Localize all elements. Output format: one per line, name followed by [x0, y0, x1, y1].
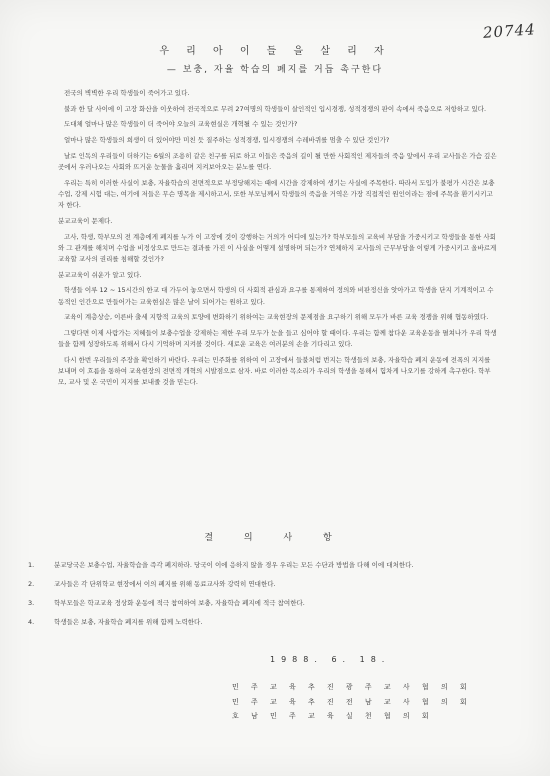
signatory-organizations: [232, 680, 472, 724]
resolution-list: [28, 560, 498, 636]
body-paragraph: 불과 한 달 사이에 이 고장 화산을 이웃하여 전국적으로 무려 27여명의 학생들이 살인적인 입시경쟁, 성적경쟁의 판이 속에서 죽음으로 저항하고 있다.: [64, 104, 487, 113]
document-date: 1988. 6. 18.: [270, 655, 391, 664]
body-paragraph: 날로 인독의 우리들이 더하기는 6월의 조용히 같은 친구를 뒤로 하고 이들은 죽음의 길이 될 만한 사회적인 제자들의 죽음 앞에서 우리 교사들은 가슴 깊은 곳에서 우러나오는 사회와 뜨거운 눈물을 흘리며 지켜보아오는 분노를 연다.: [58, 151, 497, 172]
resolution-item: [28, 598, 498, 609]
resolution-text: 분교당국은 보충수업, 자율학습을 즉각 폐지하라. 당국이 이에 응하지 않을 경우 우리는 모든 수단과 방법을 다해 이에 대처한다.: [54, 561, 414, 569]
body-paragraph: 교육이 계층상승, 이른바 출세 지향적 교육의 토양에 변화하기 위하여는 교육현장의 문제점을 요구하기 위해 모두가 바른 교육 경쟁을 위해 협동하였다.: [64, 313, 489, 322]
organization-name: 민 주 교 육 추 진 전 남 교 사 협 의 회: [232, 697, 472, 706]
document-body: [58, 88, 498, 393]
body-paragraph: 얼마나 많은 학생들의 희생이 더 있어야만 미친 듯 질주하는 성적경쟁, 입시경쟁의 수레바퀴를 멈출 수 있단 것인가?: [64, 136, 390, 145]
body-paragraph: 다시 한번 우리들의 주장을 확인하기 바란다. 우리는 민주화를 위하여 이 고장에서 들불처럼 번지는 학생들의 보충, 자율학습 폐지 운동에 전폭의 지지를 보내며 이 흐름을 통하여 교육현장의 전면적 개혁의 시발점으로 삼자. 바로 이러한 목소리가 우리의 학생을 통해서 힘차게 나오기를 강하게 촉구한다. 학부모, 교사 및 온 국민이 지지를 보내줄 것을 믿는다.: [58, 355, 491, 387]
body-paragraph: 고사, 학생, 학부모의 전 계층에게 폐지를 누가 이 고장에 것이 강행하는 거의가 어디에 있는가? 학부모들의 교육비 부담을 가중시키고 학생들을 통한 사회와 그 관계를 해치며 수업을 비정상으로 만드는 결과를 가진 이 사실을 어떻게 설명하며 되는가? 연체하지 교사들의 근무부담을 이렇게 가중시키고 올바르게 교육할 교사의 권리를 침해할 것인가?: [58, 232, 497, 263]
section-heading: 분교교육이 문제다.: [58, 216, 113, 225]
document-title: 우 리 아 이 들 을 살 리 자: [159, 46, 391, 57]
section-heading: 분교교육이 쉬운가 알고 있다.: [58, 270, 142, 279]
resolution-number: 3.: [28, 599, 35, 607]
body-paragraph: 전국의 벽벽한 우리 학생들이 죽어가고 있다.: [64, 89, 190, 97]
resolution-heading: 결 의 사 항: [204, 533, 346, 543]
resolution-item: [28, 579, 498, 590]
resolution-number: 1.: [28, 561, 35, 569]
resolution-text: 교사들은 각 단위학교 현장에서 이의 폐지를 위해 동료교사와 강력히 연대한다.: [54, 580, 276, 588]
body-paragraph: 도대체 얼마나 많은 학생들이 더 죽어야 오늘의 교육현실은 개혁될 수 있는 것인가?: [64, 120, 298, 129]
organization-name: 호 남 민 주 교 육 실 천 협 의 회: [232, 712, 434, 720]
resolution-text: 학생들은 보충, 자율학습 폐지를 위해 함께 노력한다.: [54, 618, 203, 626]
resolution-item: [28, 560, 498, 571]
document-subtitle: — 보충, 자율 학습의 폐지를 거듭 촉구한다: [166, 65, 384, 75]
resolution-number: 4.: [28, 618, 35, 626]
resolution-text: 학부모들은 학교교육 정상화 운동에 적극 참여하여 보충, 자율학습 폐지에 적극 참여한다.: [54, 599, 305, 607]
body-paragraph: 학생들 이루 12 ~ 15시간의 한교 대 가두어 놓으면서 학생의 더 사회적 관심과 요구를 통제하여 정의와 비판정신을 앗아가고 학생을 단지 기계적이고 수동적인 인간으로 만들어가는 교육현실은 많은 날이 되어가는 원하고 있다.: [58, 286, 494, 306]
resolution-item: [28, 617, 498, 628]
archive-stamp: 20744: [482, 20, 537, 42]
body-paragraph: 그렇다면 이제 사람가는 지혜들이 보충수업을 강제하는 제한 우리 모두가 눈을 들고 심어야 할 때이다. 우리는 함께 참다운 교육운동을 펼쳐나가 우리 학생들을 함께 성장하도록 위해서 다시 기억하며 지켜볼 것이다. 새로운 교육은 여러분의 손을 기다리고 있다.: [58, 328, 497, 349]
body-paragraph: 우리는 특히 이러한 사실이 보충, 자율학습의 전면적으로 부정당해지는 때에 시간을 강제하여 생기는 사실에 주목한다. 따라서 도입가 불평가 시간은 보충수업, 강제 시험 대는, 여기에 저들은 무슨 명목을 제시하고서, 또한 부모님께서 학생들의 죽음을 거역은 가장 직접적인 원인이라는 점에 주목을 환기시키고자 한다.: [58, 178, 495, 210]
organization-name: 민 주 교 육 추 진 광 주 교 사 협 의 회: [232, 683, 472, 691]
resolution-number: 2.: [28, 580, 35, 588]
